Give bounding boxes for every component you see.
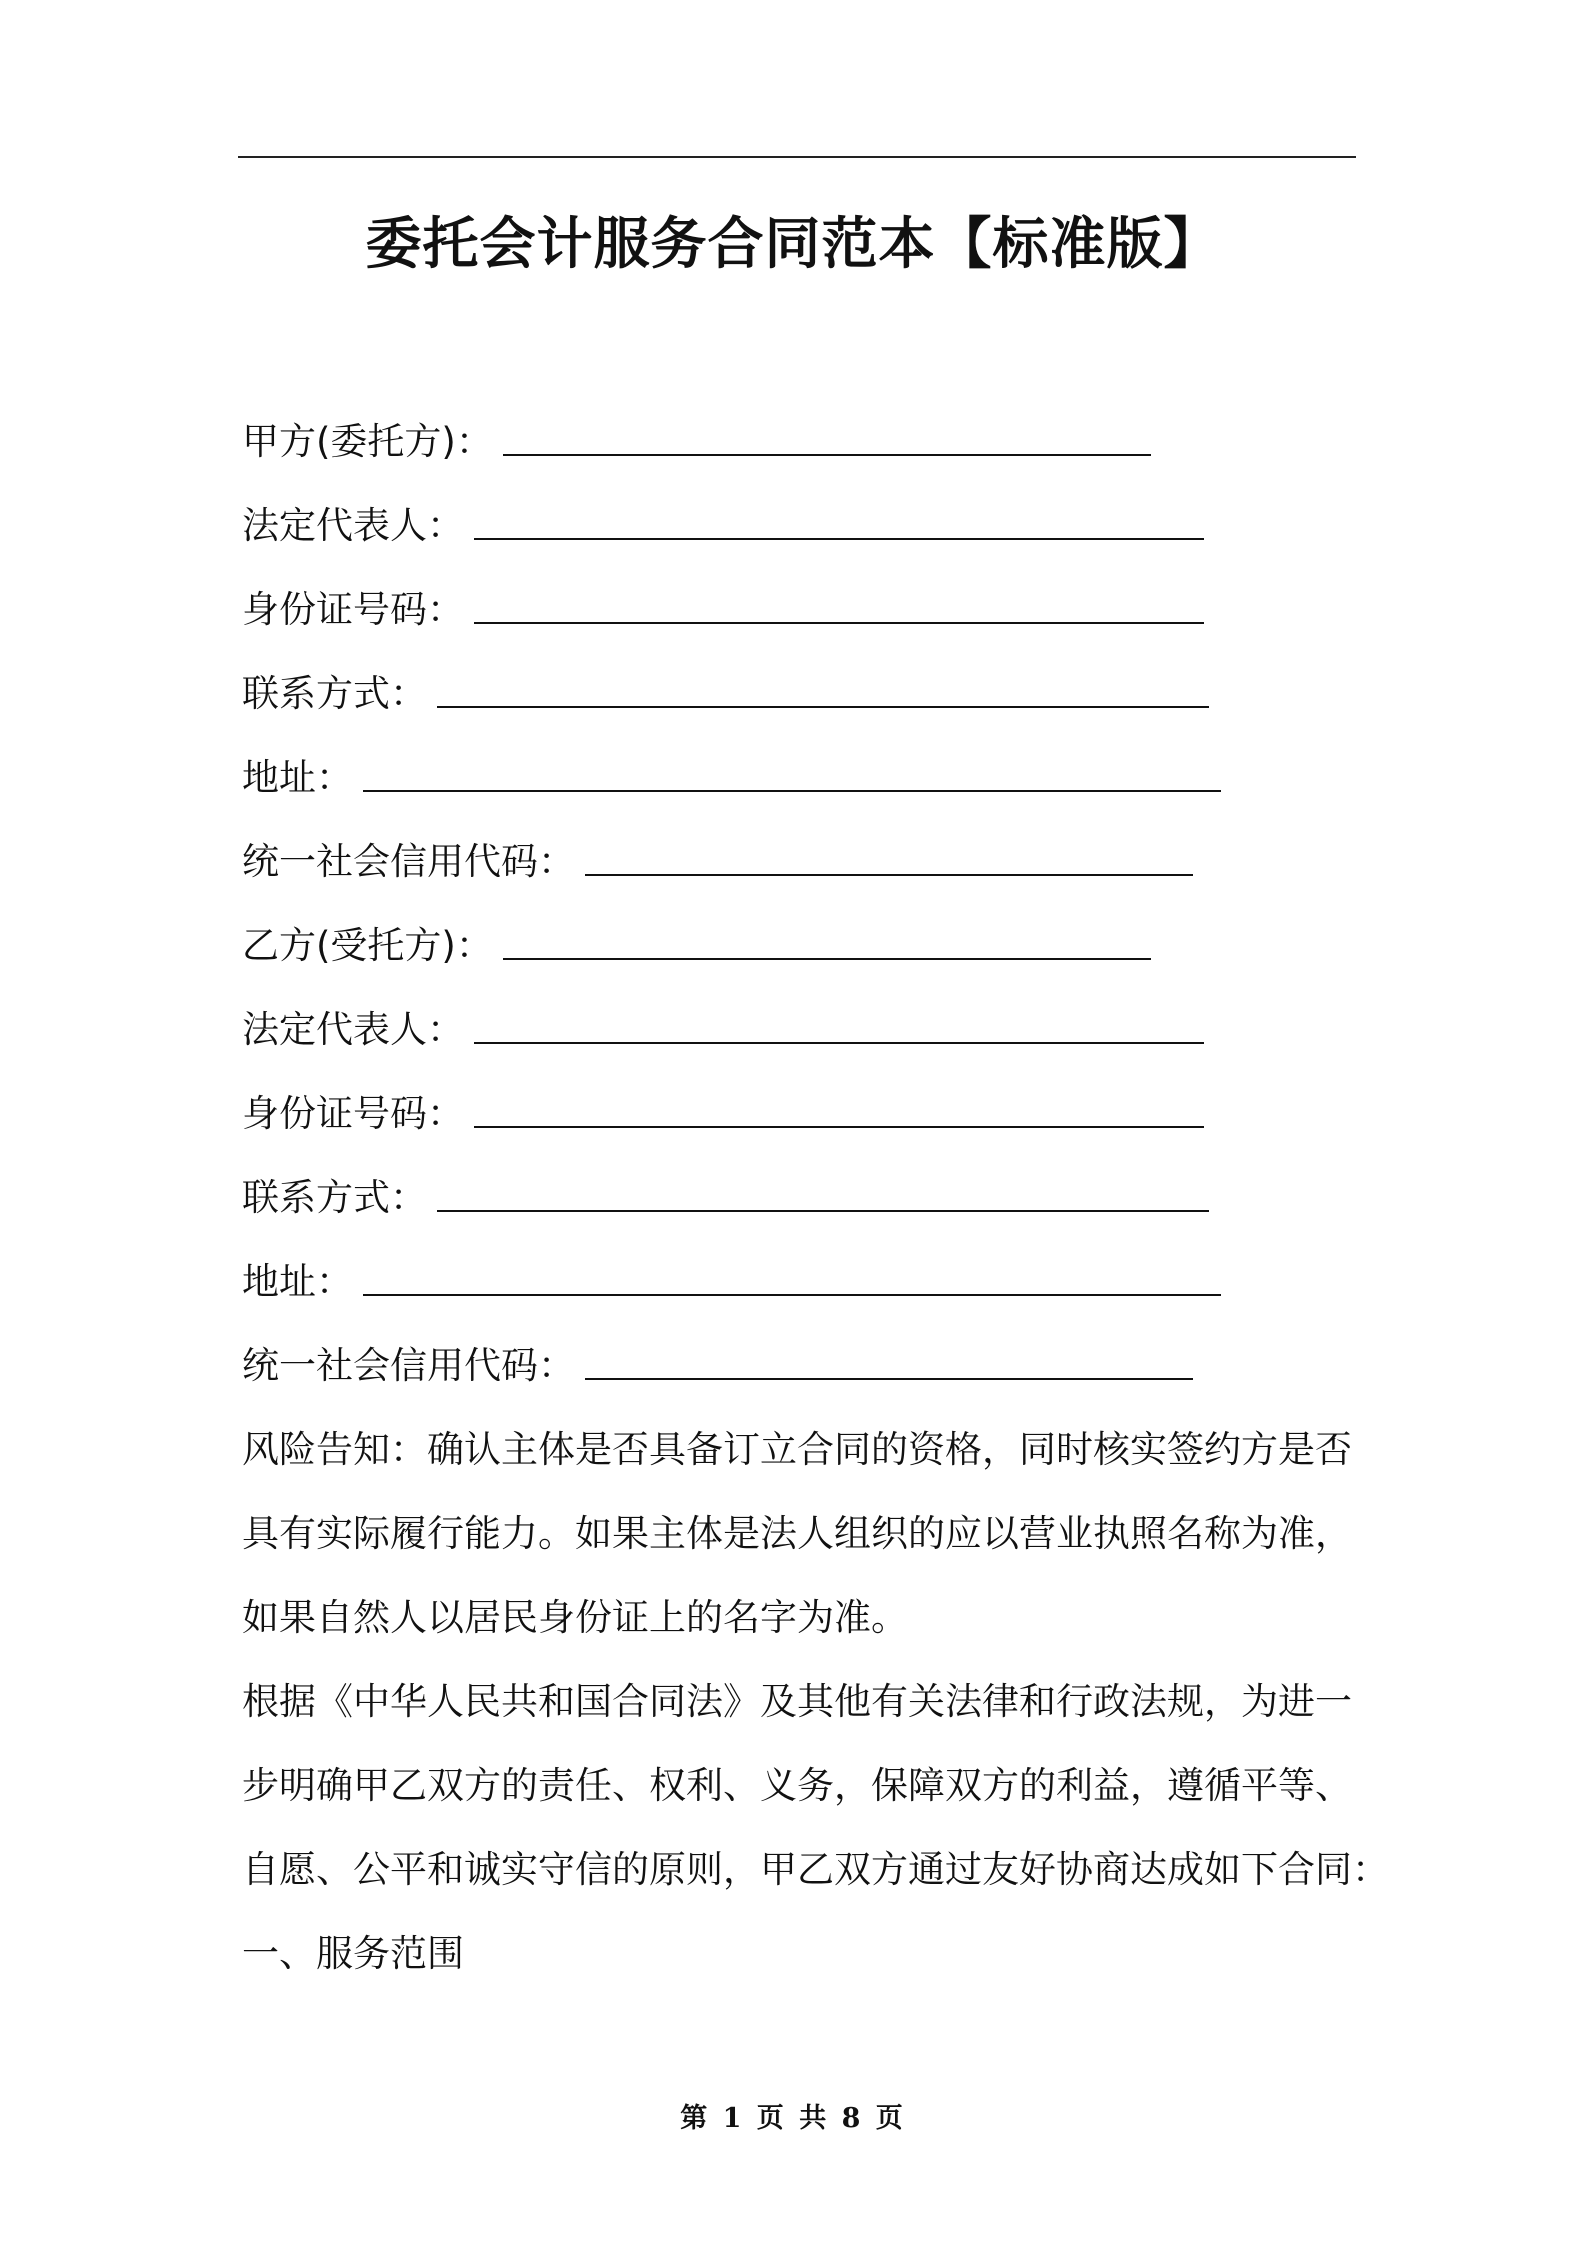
- field-label: 联系方式：: [242, 672, 427, 715]
- preamble-line: 步明确甲乙双方的责任、权利、义务，保障双方的利益，遵循平等、: [242, 1764, 1352, 1807]
- party-a-representative-blank[interactable]: [474, 538, 1204, 540]
- document-body: [242, 400, 1389, 1996]
- risk-notice-line: 如果自然人以居民身份证上的名字为准。: [242, 1596, 908, 1639]
- party-b-credit-code-blank[interactable]: [585, 1378, 1193, 1380]
- party-b-id-row: [242, 1072, 1362, 1156]
- field-label: 统一社会信用代码：: [242, 1344, 575, 1387]
- party-b-id-blank[interactable]: [474, 1126, 1204, 1128]
- party-a-credit-code-blank[interactable]: [585, 874, 1193, 876]
- party-a-id-blank[interactable]: [474, 622, 1204, 624]
- party-a-contact-blank[interactable]: [437, 706, 1209, 708]
- party-b-contact-blank[interactable]: [437, 1210, 1209, 1212]
- party-b-blank[interactable]: [503, 958, 1151, 960]
- party-b-address-blank[interactable]: [363, 1294, 1221, 1296]
- party-a-label: 甲方(委托方)：: [242, 420, 493, 463]
- party-a-row: [242, 400, 1362, 484]
- field-label: 地址：: [242, 1260, 353, 1303]
- risk-notice-line: 风险告知：确认主体是否具备订立合同的资格，同时核实签约方是否: [242, 1428, 1352, 1471]
- risk-notice: [242, 1408, 1362, 1660]
- party-a-contact-row: [242, 652, 1362, 736]
- party-a-address-blank[interactable]: [363, 790, 1221, 792]
- section-heading-service-scope: 一、服务范围: [242, 1932, 464, 1975]
- party-b-credit-code-row: [242, 1324, 1362, 1408]
- field-label: 地址：: [242, 756, 353, 799]
- preamble: [242, 1660, 1389, 1912]
- field-label: 身份证号码：: [242, 588, 464, 631]
- party-b-label: 乙方(受托方)：: [242, 924, 493, 967]
- field-label: 法定代表人：: [242, 504, 464, 547]
- party-b-representative-blank[interactable]: [474, 1042, 1204, 1044]
- header-rule: [238, 156, 1356, 158]
- risk-notice-line: 具有实际履行能力。如果主体是法人组织的应以营业执照名称为准，: [242, 1512, 1352, 1555]
- field-label: 法定代表人：: [242, 1008, 464, 1051]
- document-title: 委托会计服务合同范本【标准版】: [365, 212, 1221, 277]
- preamble-line: 根据《中华人民共和国合同法》及其他有关法律和行政法规，为进一: [242, 1680, 1352, 1723]
- field-label: 统一社会信用代码：: [242, 840, 575, 883]
- field-label: 联系方式：: [242, 1176, 427, 1219]
- party-a-representative-row: [242, 484, 1362, 568]
- party-b-row: [242, 904, 1362, 988]
- party-b-representative-row: [242, 988, 1362, 1072]
- party-a-blank[interactable]: [503, 454, 1151, 456]
- field-label: 身份证号码：: [242, 1092, 464, 1135]
- party-a-id-row: [242, 568, 1362, 652]
- preamble-line: 自愿、公平和诚实守信的原则，甲乙双方通过友好协商达成如下合同：: [242, 1848, 1389, 1891]
- party-a-credit-code-row: [242, 820, 1362, 904]
- page-footer: 第 1 页 共 8 页: [680, 2103, 906, 2134]
- party-b-address-row: [242, 1240, 1362, 1324]
- party-a-address-row: [242, 736, 1362, 820]
- party-b-contact-row: [242, 1156, 1362, 1240]
